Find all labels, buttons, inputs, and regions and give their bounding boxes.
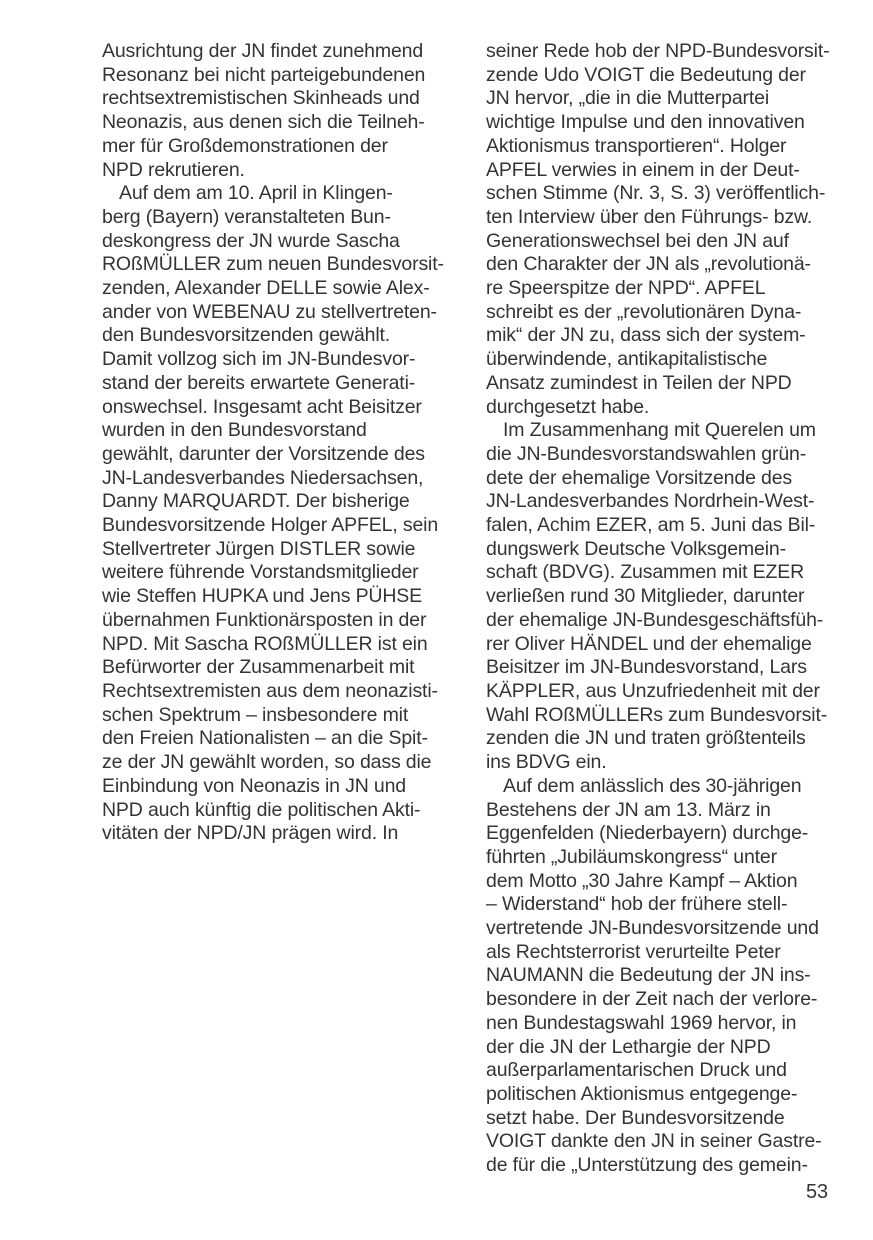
text-line: Danny MARQUARDT. Der bisherige bbox=[102, 490, 410, 513]
text-line: Generationswechsel bei den JN auf bbox=[486, 229, 789, 252]
text-line: der die JN der Lethargie der NPD bbox=[486, 1035, 771, 1058]
text-line: vitäten der NPD/JN prägen wird. In bbox=[102, 822, 399, 845]
text-line: vertretende JN-Bundesvorsitzende und bbox=[486, 917, 819, 940]
text-line: Im Zusammenhang mit Querelen um bbox=[503, 419, 816, 442]
text-line: NPD auch künftig die politischen Akti- bbox=[102, 798, 421, 821]
text-line: Auf dem anlässlich des 30-jährigen bbox=[503, 774, 802, 797]
text-line: KÄPPLER, aus Unzufriedenheit mit der bbox=[486, 679, 820, 702]
text-line: APFEL verwies in einem in der Deut- bbox=[486, 158, 800, 181]
text-line: Aktionismus transportieren“. Holger bbox=[486, 134, 787, 157]
text-line: Eggenfelden (Niederbayern) durchge- bbox=[486, 822, 809, 845]
text-line: Neonazis, aus denen sich die Teilneh- bbox=[102, 111, 425, 134]
text-line: den Bundesvorsitzenden gewählt. bbox=[102, 324, 391, 347]
text-line: mik“ der JN zu, dass sich der system- bbox=[486, 324, 806, 347]
text-line: Beisitzer im JN-Bundesvorstand, Lars bbox=[486, 656, 807, 679]
text-line: stand der bereits erwartete Generati- bbox=[102, 371, 416, 394]
text-line: JN hervor, „die in die Mutterpartei bbox=[486, 87, 770, 110]
text-line: der ehemalige JN-Bundesgeschäftsfüh- bbox=[486, 608, 824, 631]
text-line: schreibt es der „revolutionären Dyna- bbox=[486, 300, 802, 323]
text-line: Auf dem am 10. April in Klingen- bbox=[119, 182, 393, 205]
text-column-left bbox=[102, 40, 458, 846]
text-line: JN-Landesverbandes Niedersachsen, bbox=[102, 466, 424, 489]
text-line: Wahl ROßMÜLLERs zum Bundesvorsit- bbox=[486, 703, 828, 726]
text-line: Bundesvorsitzende Holger APFEL, sein bbox=[102, 514, 439, 537]
text-line: – Widerstand“ hob der frühere stell- bbox=[486, 893, 788, 916]
text-line: dungswerk Deutsche Volksgemein- bbox=[486, 537, 786, 560]
text-line: zenden, Alexander DELLE sowie Alex- bbox=[102, 277, 430, 300]
text-line: weitere führende Vorstandsmitglieder bbox=[102, 561, 419, 584]
text-line: falen, Achim EZER, am 5. Juni das Bil- bbox=[486, 514, 816, 537]
text-line: Stellvertreter Jürgen DISTLER sowie bbox=[102, 537, 416, 560]
text-line: den Charakter der JN als „revolutionä- bbox=[486, 253, 811, 276]
text-line: Befürworter der Zusammenarbeit mit bbox=[102, 656, 415, 679]
text-line: gewählt, darunter der Vorsitzende des bbox=[102, 442, 425, 465]
text-line: verließen rund 30 Mitglieder, darunter bbox=[486, 585, 805, 608]
text-line: dem Motto „30 Jahre Kampf – Aktion bbox=[486, 869, 798, 892]
text-line: Ansatz zumindest in Teilen der NPD bbox=[486, 371, 792, 394]
text-line: nen Bundestagswahl 1969 hervor, in bbox=[486, 1011, 797, 1034]
text-line: die JN-Bundesvorstandswahlen grün- bbox=[486, 442, 807, 465]
text-line: Ausrichtung der JN findet zunehmend bbox=[102, 40, 424, 62]
text-line: wurden in den Bundesvorstand bbox=[102, 419, 367, 442]
text-line: ins BDVG ein. bbox=[486, 751, 607, 774]
text-line: Resonanz bei nicht parteigebundenen bbox=[102, 63, 426, 86]
text-line: führten „Jubiläumskongress“ unter bbox=[486, 845, 777, 868]
text-line: berg (Bayern) veranstalteten Bun- bbox=[102, 205, 391, 228]
text-line: besondere in der Zeit nach der verlore- bbox=[486, 988, 818, 1011]
text-line: Damit vollzog sich im JN-Bundesvor- bbox=[102, 348, 416, 371]
text-line: VOIGT dankte den JN in seiner Gastre- bbox=[486, 1130, 822, 1153]
text-line: seiner Rede hob der NPD-Bundesvorsit- bbox=[486, 40, 830, 62]
text-line: de für die „Unterstützung des gemein- bbox=[486, 1154, 808, 1177]
text-line: den Freien Nationalisten – an die Spit- bbox=[102, 727, 428, 750]
text-line: überwindende, antikapitalistische bbox=[486, 348, 768, 371]
text-line: rer Oliver HÄNDEL und der ehemalige bbox=[486, 632, 812, 655]
text-line: NPD rekrutieren. bbox=[102, 158, 245, 181]
text-line: dete der ehemalige Vorsitzende des bbox=[486, 466, 793, 489]
text-line: rechtsextremistischen Skinheads und bbox=[102, 87, 420, 110]
text-line: als Rechtsterrorist verurteilte Peter bbox=[486, 940, 781, 963]
text-line: NPD. Mit Sascha ROßMÜLLER ist ein bbox=[102, 632, 428, 655]
text-line: JN-Landesverbandes Nordrhein-West- bbox=[486, 490, 815, 513]
page-number: 53 bbox=[806, 1181, 828, 1203]
text-line: onswechsel. Insgesamt acht Beisitzer bbox=[102, 395, 422, 418]
text-line: mer für Großdemonstrationen der bbox=[102, 134, 388, 157]
text-line: wie Steffen HUPKA und Jens PÜHSE bbox=[102, 585, 423, 608]
text-line: re Speerspitze der NPD“. APFEL bbox=[486, 277, 766, 300]
text-line: politischen Aktionismus entgegenge- bbox=[486, 1082, 798, 1105]
text-line: Rechtsextremisten aus dem neonazisti- bbox=[102, 679, 438, 702]
text-line: NAUMANN die Bedeutung der JN ins- bbox=[486, 964, 811, 987]
text-line: außerparlamentarischen Druck und bbox=[486, 1059, 787, 1082]
text-line: schen Spektrum – insbesondere mit bbox=[102, 703, 409, 726]
text-line: schaft (BDVG). Zusammen mit EZER bbox=[486, 561, 805, 584]
text-line: durchgesetzt habe. bbox=[486, 395, 650, 418]
text-line: deskongress der JN wurde Sascha bbox=[102, 229, 400, 252]
text-line: ander von WEBENAU zu stellvertreten- bbox=[102, 300, 437, 323]
text-line: Bestehens der JN am 13. März in bbox=[486, 798, 771, 821]
text-line: zenden die JN und traten größtenteils bbox=[486, 727, 806, 750]
text-line: setzt habe. Der Bundesvorsitzende bbox=[486, 1106, 785, 1129]
text-line: zende Udo VOIGT die Bedeutung der bbox=[486, 63, 806, 86]
text-column-right bbox=[486, 40, 842, 1178]
text-line: ROßMÜLLER zum neuen Bundesvorsit- bbox=[102, 253, 444, 276]
text-line: ten Interview über den Führungs- bzw. bbox=[486, 205, 813, 228]
text-line: übernahmen Funktionärsposten in der bbox=[102, 608, 427, 631]
text-line: Einbindung von Neonazis in JN und bbox=[102, 774, 407, 797]
text-line: ze der JN gewählt worden, so dass die bbox=[102, 751, 432, 774]
text-line: wichtige Impulse und den innovativen bbox=[486, 111, 805, 134]
text-line: schen Stimme (Nr. 3, S. 3) veröffentlich- bbox=[486, 182, 826, 205]
